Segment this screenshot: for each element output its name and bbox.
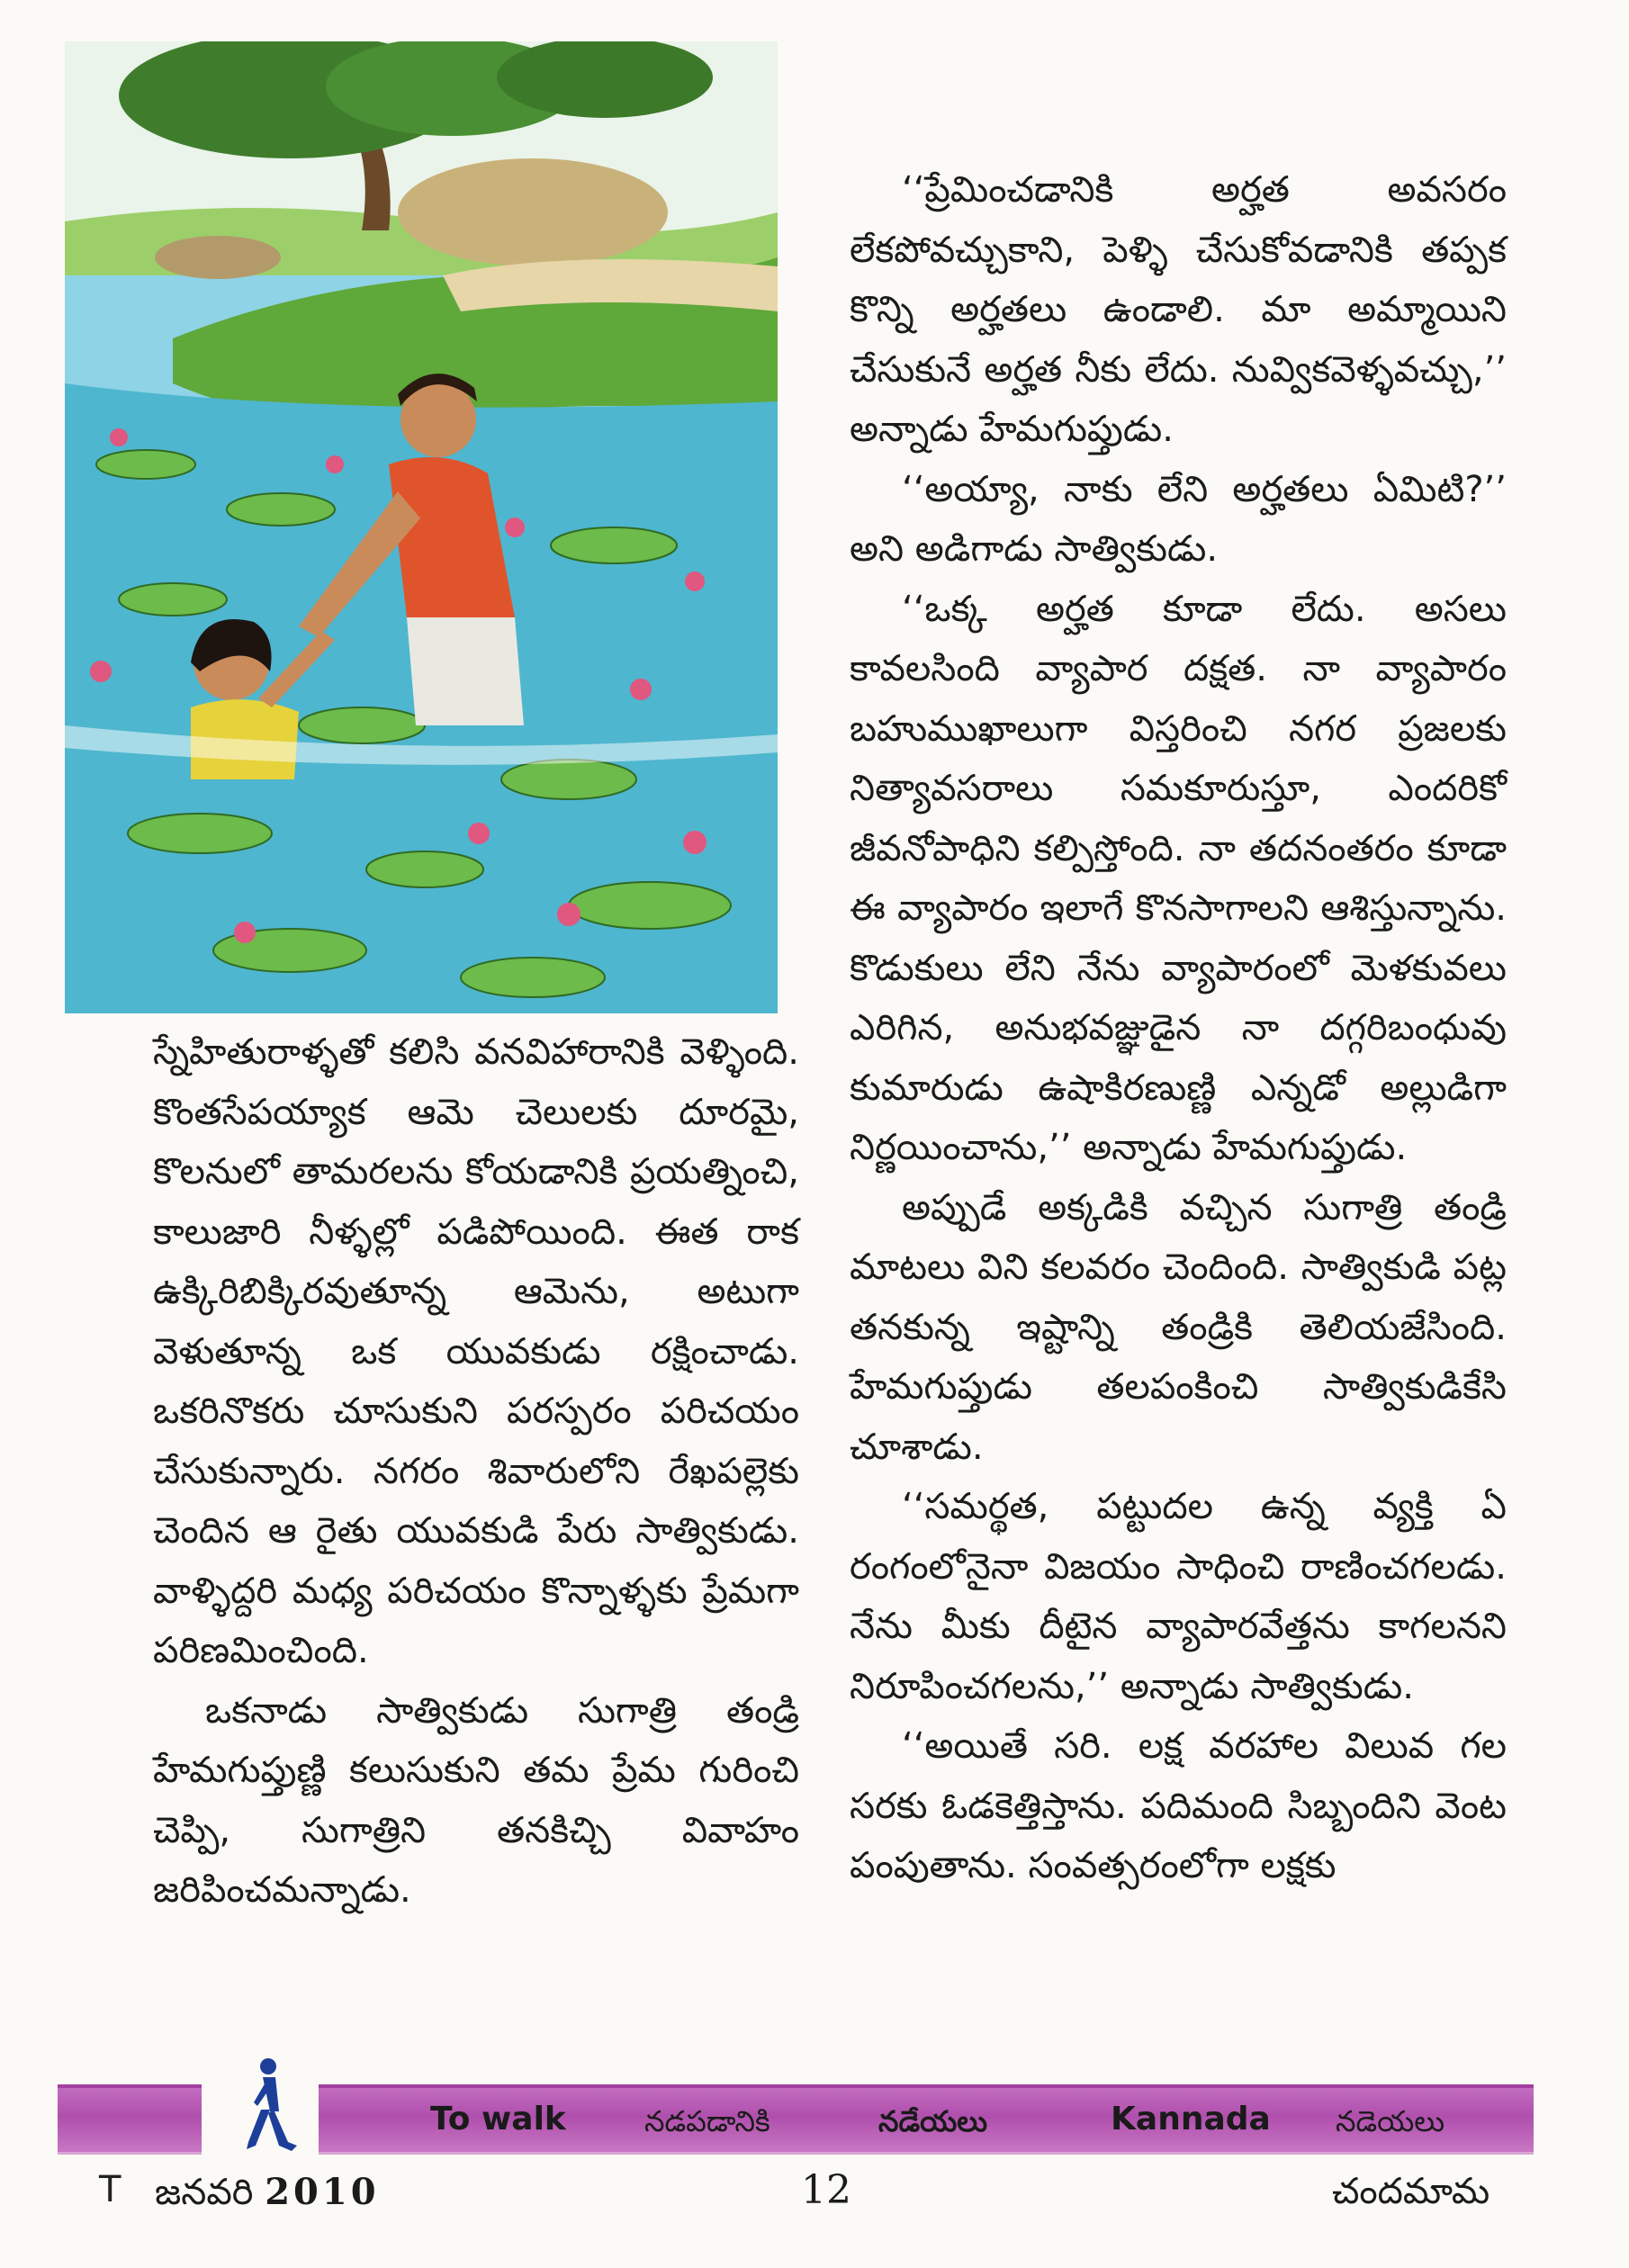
banner-telugu-word: నడపడానికి	[644, 2104, 770, 2138]
banner-english-word: To walk	[430, 2101, 566, 2138]
magazine-name: చందమామ	[1332, 2171, 1490, 2212]
footer-year: 2010	[265, 2171, 380, 2213]
left-column	[153, 1022, 799, 1921]
banner-language-label: Kannada	[1111, 2101, 1271, 2138]
story-illustration	[65, 41, 778, 1013]
paragraph: ‘‘ప్రేమించడానికి అర్హత అవసరం లేకపోవచ్చుకాని, పెళ్ళి చేసుకోవడానికి తప్పక కొన్ని అర్హతలు ఉండాలి. మా అమ్మాయిని చేసుకునే అర్హత నీకు లేదు. నువ్వికవెళ్ళవచ్చు,’’ అన్నాడు హేమగుప్తుడు.	[850, 169, 1507, 450]
walking-person-icon	[216, 2056, 306, 2164]
word-learning-banner	[58, 2084, 1534, 2155]
footer-mark: T	[99, 2169, 122, 2210]
paragraph: అప్పుడే అక్కడికి వచ్చిన సుగాత్రి తండ్రి మాటలు విని కలవరం చెందింది. సాత్వికుడి పట్ల తనకున్న ఇష్టాన్ని తండ్రికి తెలియజేసింది. హేమగుప్తుడు తలపంకించి సాత్వికుడికేసి చూశాడు.	[850, 1186, 1507, 1468]
paragraph: ‘‘అయితే సరి. లక్ష వరహాల విలువ గల సరకు ఓడకెత్తిస్తాను. పదిమంది సిబ్బందిని వెంట పంపుతాను. సంవత్సరంలోగా లక్షకు	[850, 1725, 1507, 1886]
paragraph: ‘‘ఒక్క అర్హత కూడా లేదు. అసలు కావలసింది వ్యాపార దక్షత. నా వ్యాపారం బహుముఖాలుగా విస్తరించి నగర ప్రజలకు నిత్యావసరాలు సమకూరుస్తూ, ఎందరికో జీవనోపాధిని కల్పిస్తోంది. నా తదనంతరం కూడా ఈ వ్యాపారం ఇలాగే కొనసాగాలని ఆశిస్తున్నాను. కొడుకులు లేని నేను వ్యాపారంలో మెళకువలు ఎరిగిన, అనుభవజ్ఞుడైన నా దగ్గరిబంధువు కుమారుడు ఉషాకిరణుణ్ణి ఎన్నడో అల్లుడిగా నిర్ణయించాను,’’ అన్నాడు హేమగుప్తుడు.	[850, 588, 1507, 1168]
paragraph: స్నేహితురాళ్ళతో కలిసి వనవిహారానికి వెళ్ళింది. కొంతసేపయ్యాక ఆమె చెలులకు దూరమై, కొలనులో తామరలను కోయడానికి ప్రయత్నించి, కాలుజారి నీళ్ళల్లో పడిపోయింది. ఈత రాక ఉక్కిరిబిక్కిరవుతూన్న ఆమెను, అటుగా వెళుతూన్న ఒక యువకుడు రక్షించాడు. ఒకరినొకరు చూసుకుని పరస్పరం పరిచయం చేసుకున్నారు. నగరం శివారులోని రేఖపల్లెకు చెందిన ఆ రైతు యువకుడి పేరు సాత్వికుడు. వాళ్ళిద్దరి మధ్య పరిచయం కొన్నాళ్ళకు ప్రేమగా పరిణమించింది.	[153, 1031, 799, 1671]
paragraph: ‘‘సమర్థత, పట్టుదల ఉన్న వ్యక్తి ఏ రంగంలోనైనా విజయం సాధించి రాణించగలడు. నేను మీకు దీటైన వ్యాపారవేత్తను కాగలనని నిరూపించగలను,’’ అన్నాడు సాత్వికుడు.	[850, 1486, 1507, 1707]
right-column	[850, 160, 1507, 1896]
banner-kannada-word-2: నడెయలు	[1336, 2104, 1445, 2138]
banner-kannada-word: నడేయలు	[878, 2104, 988, 2138]
page-number: 12	[801, 2167, 851, 2213]
footer-month: జనవరి	[155, 2172, 254, 2213]
paragraph: ఒకనాడు సాత్వికుడు సుగాత్రి తండ్రి హేమగుప్తుణ్ణి కలుసుకుని తమ ప్రేమ గురించి చెప్పి, సుగాత్రిని తనకిచ్చి వివాహం జరిపించమన్నాడు.	[153, 1689, 799, 1911]
paragraph: ‘‘అయ్యా, నాకు లేని అర్హతలు ఏమిటి?’’ అని అడిగాడు సాత్వికుడు.	[850, 468, 1507, 570]
story-illustration-icon	[65, 41, 778, 1013]
footer-date	[155, 2171, 380, 2222]
